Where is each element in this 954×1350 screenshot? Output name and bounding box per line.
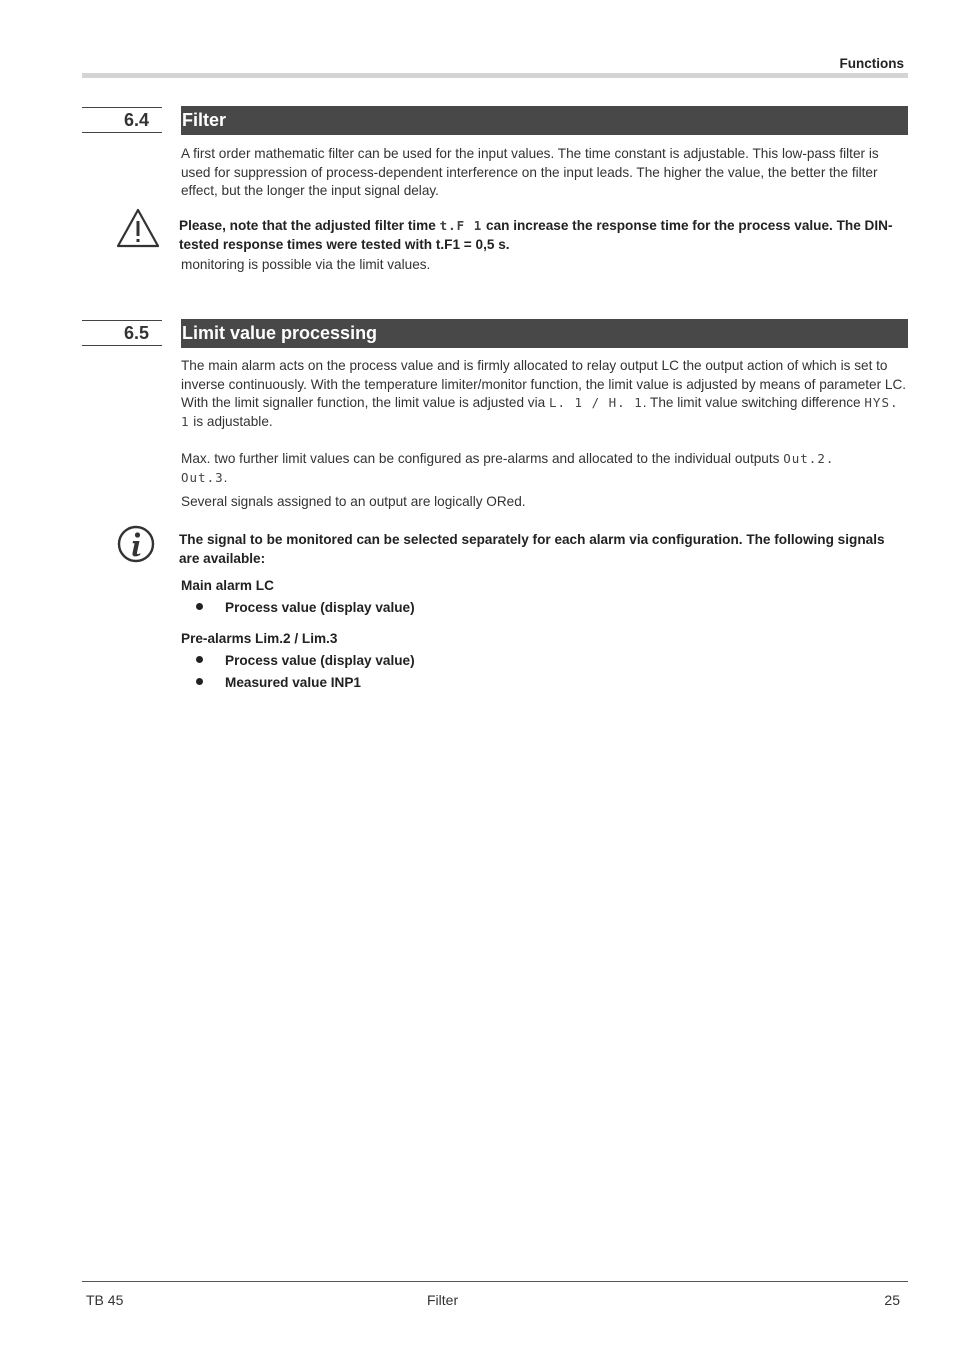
- output-2-parameter: Out.2.: [783, 451, 835, 466]
- footer-document-id: TB 45: [86, 1292, 124, 1308]
- monitoring-note: monitoring is possible via the limit values.: [181, 257, 431, 272]
- bullet-icon: [196, 603, 203, 610]
- section-number-6-5: 6.5: [82, 320, 162, 346]
- warning-text-post: can increase the response time for the process value. The DIN-tested response times were tested with t.F1 = 0,5 s.: [179, 218, 893, 252]
- warning-triangle-icon: [116, 208, 160, 248]
- info-circle-icon: [116, 524, 156, 564]
- footer-chapter: Filter: [427, 1292, 459, 1308]
- list-item: [196, 653, 415, 668]
- header-rule: [82, 73, 908, 78]
- running-header: Functions: [839, 56, 904, 71]
- section-title-limit-value: Limit value processing: [181, 319, 908, 348]
- p1-text-c: is adjustable.: [189, 413, 273, 429]
- hysteresis-parameter: HYS. 1: [181, 395, 899, 429]
- bullet-icon: [196, 678, 203, 685]
- limit-value-paragraph-1: [181, 357, 908, 431]
- p2-text-b: .: [223, 469, 228, 485]
- pre-alarm-item: Process value (display value): [225, 653, 415, 668]
- p1-text-b: . The limit value switching difference: [642, 395, 865, 411]
- signal-selection-note: The signal to be monitored can be selected separately for each alarm via configuration. The following signals are available:: [179, 532, 885, 566]
- page-number: 25: [884, 1292, 900, 1308]
- filter-time-parameter: t.F 1: [439, 218, 483, 233]
- list-item: [196, 675, 361, 690]
- section-title-filter: Filter: [181, 106, 908, 135]
- limit-value-paragraph-3: Several signals assigned to an output are logically ORed.: [181, 494, 526, 509]
- p2-text-a: Max. two further limit values can be configured as pre-alarms and allocated to the individual outputs: [181, 451, 784, 466]
- main-alarm-item: Process value (display value): [225, 600, 415, 615]
- limit-parameter: L. 1 / H. 1: [548, 395, 643, 411]
- limit-value-paragraph-2: [181, 450, 908, 487]
- pre-alarm-item: Measured value INP1: [225, 675, 361, 690]
- footer-rule: [82, 1281, 908, 1282]
- list-item: [196, 600, 415, 615]
- main-alarm-title: Main alarm LC: [181, 578, 274, 593]
- warning-text-pre: Please, note that the adjusted filter time: [179, 218, 440, 233]
- section-number-6-4: 6.4: [82, 107, 162, 133]
- filter-warning-note: [179, 217, 909, 254]
- pre-alarm-title: Pre-alarms Lim.2 / Lim.3: [181, 631, 338, 646]
- p1-text-a: The main alarm acts on the process value and is firmly allocated to relay output LC the output action of which is set to inverse continuously. With the temperature limiter/monitor function, the limit value is adjusted by means of parameter LC. With the limit signaller function, the limit value is adjusted via: [181, 358, 907, 411]
- output-3-parameter: Out.3: [181, 469, 224, 485]
- filter-description: A first order mathematic filter can be used for the input values. The time constant is adjustable. This low-pass filter is used for suppression of process-dependent interference on the input leads. The higher the value, the better the filter effect, but the longer the input signal delay.: [181, 146, 879, 199]
- bullet-icon: [196, 656, 203, 663]
